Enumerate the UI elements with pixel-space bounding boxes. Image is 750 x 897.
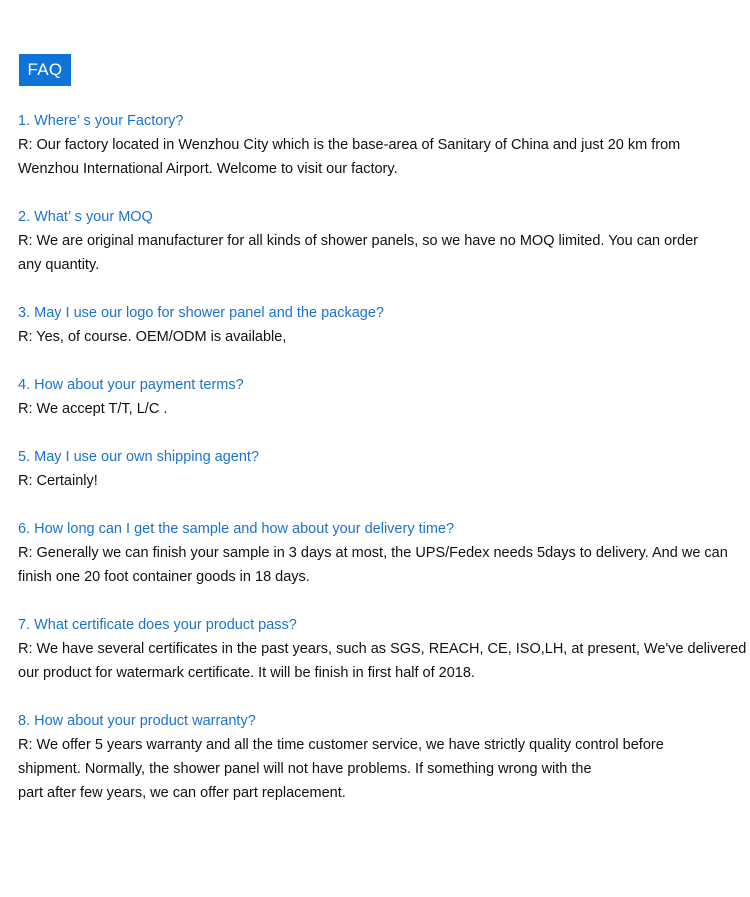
faq-answer-line: R: We are original manufacturer for all kinds of shower panels, so we have no MOQ limited. You can order (18, 233, 698, 249)
spacer (18, 421, 742, 445)
spacer (18, 349, 742, 373)
faq-item (18, 445, 742, 493)
faq-question: 2. What’ s your MOQ (18, 209, 153, 225)
faq-item (18, 613, 747, 685)
faq-answer-line: R: Generally we can finish your sample in 3 days at most, the UPS/Fedex needs 5days to delivery. And we can (18, 545, 728, 561)
faq-question: 7. What certificate does your product pass? (18, 617, 297, 633)
faq-question: 5. May I use our own shipping agent? (18, 449, 260, 465)
faq-item (18, 205, 742, 277)
faq-answer-line: finish one 20 foot container goods in 18 days. (18, 569, 310, 585)
faq-list (18, 109, 747, 805)
faq-item (18, 517, 742, 589)
faq-answer-line: R: We offer 5 years warranty and all the time customer service, we have strictly quality control before (18, 737, 664, 753)
spacer (18, 181, 742, 205)
faq-question: 4. How about your payment terms? (18, 377, 244, 393)
faq-item (18, 373, 742, 421)
spacer (18, 493, 742, 517)
faq-answer-line: R: Our factory located in Wenzhou City which is the base-area of Sanitary of China and just 20 km from (18, 137, 681, 153)
faq-badge: FAQ (19, 54, 71, 86)
faq-question: 3. May I use our logo for shower panel and the package? (18, 305, 384, 321)
faq-answer-line: any quantity. (18, 257, 100, 273)
spacer (18, 589, 742, 613)
faq-answer-line: R: Certainly! (18, 473, 98, 489)
faq-answer-line: our product for watermark certificate. It will be finish in first half of 2018. (18, 665, 475, 681)
faq-question: 1. Where’ s your Factory? (18, 113, 184, 129)
faq-item (18, 709, 742, 805)
faq-answer-line: R: We have several certificates in the past years, such as SGS, REACH, CE, ISO,LH, at present, We've delivered (18, 641, 747, 657)
faq-answer-line: R: We accept T/T, L/C . (18, 401, 168, 417)
faq-answer-line: R: Yes, of course. OEM/ODM is available, (18, 329, 287, 345)
faq-answer-line: shipment. Normally, the shower panel will not have problems. If something wrong with the (18, 761, 592, 777)
faq-answer-line: Wenzhou International Airport. Welcome to visit our factory. (18, 161, 398, 177)
faq-question: 8. How about your product warranty? (18, 713, 256, 729)
faq-question: 6. How long can I get the sample and how about your delivery time? (18, 521, 455, 537)
faq-answer-line: part after few years, we can offer part replacement. (18, 785, 346, 801)
faq-item (18, 109, 742, 181)
spacer (18, 277, 742, 301)
spacer (18, 685, 742, 709)
faq-item (18, 301, 742, 349)
